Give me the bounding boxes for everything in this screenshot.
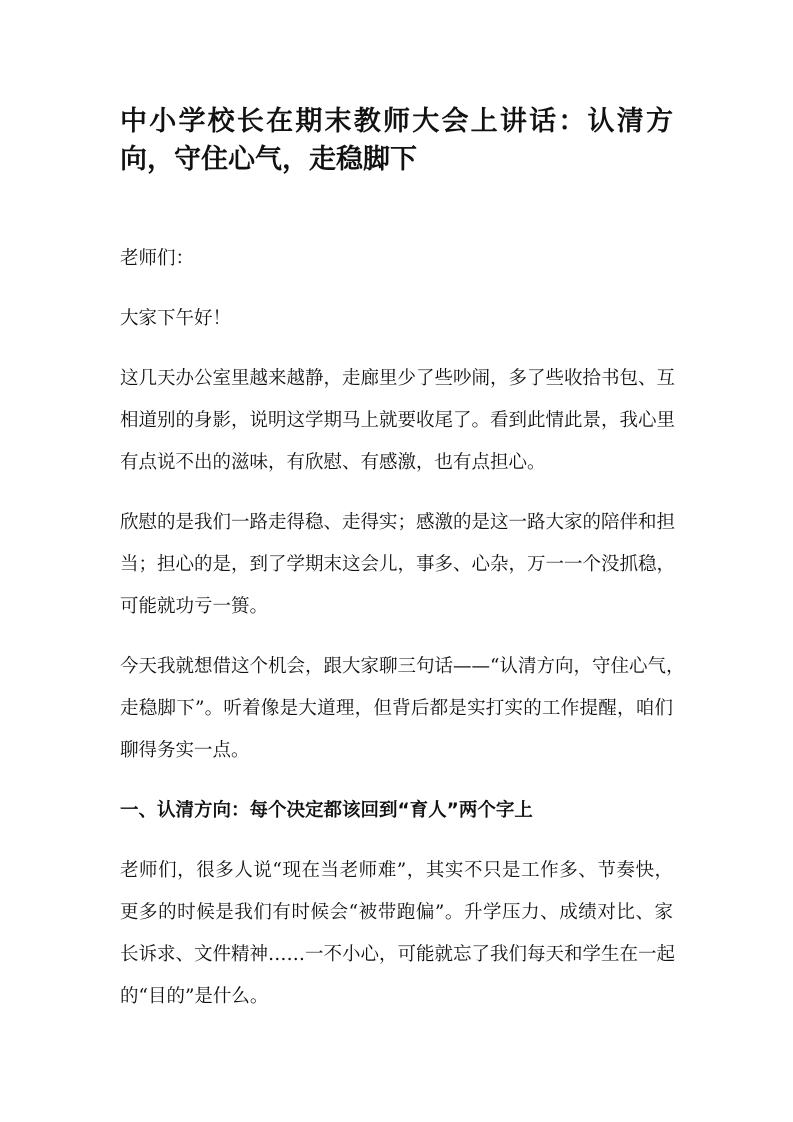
title-line: 向，守住心气，走稳脚下	[120, 144, 417, 175]
text-line: 相道别的身影，说明这学期马上就要收尾了。看到此情此景，我心里	[120, 410, 676, 431]
text-line: 聊得务实一点。	[120, 740, 250, 761]
text-line: 的“目的”是什么。	[120, 986, 269, 1007]
paragraph	[120, 850, 676, 1018]
text-line: 长诉求、文件精神……一不小心，可能就忘了我们每天和学生在一起	[120, 944, 676, 965]
paragraph	[120, 238, 673, 280]
document-body	[120, 238, 685, 1018]
document-page	[120, 103, 685, 1036]
text-line: 有点说不出的滋味，有欣慰、有感激，也有点担心。	[120, 452, 546, 473]
document-title	[120, 103, 673, 179]
paragraph	[120, 646, 685, 772]
text-line: 一、认清方向：每个决定都该回到“育人”两个字上	[120, 800, 533, 821]
title-line: 中小学校长在期末教师大会上讲话：认清方	[120, 106, 673, 137]
text-line: 更多的时候是我们有时候会“被带跑偏”。升学压力、成绩对比、家	[120, 902, 673, 923]
text-line: 老师们，很多人说“现在当老师难”，其实不只是工作多、节奏快，	[120, 860, 673, 881]
text-line: 欣慰的是我们一路走得稳、走得实；感激的是这一路大家的陪伴和担	[120, 512, 676, 533]
text-line: 当；担心的是，到了学期末这会儿，事多、心杂，万一一个没抓稳，	[120, 554, 676, 575]
text-line: 这几天办公室里越来越静，走廊里少了些吵闹，多了些收拾书包、互	[120, 368, 676, 389]
section-heading	[120, 790, 673, 832]
paragraph	[120, 502, 676, 628]
text-line: 走稳脚下”。听着像是大道理，但背后都是实打实的工作提醒，咱们	[120, 698, 673, 719]
paragraph	[120, 358, 676, 484]
text-line: 老师们：	[120, 248, 195, 269]
text-line: 大家下午好！	[120, 308, 232, 329]
text-line: 今天我就想借这个机会，跟大家聊三句话——“认清方向，守住心气，	[120, 656, 685, 677]
paragraph	[120, 298, 673, 340]
text-line: 可能就功亏一篑。	[120, 596, 269, 617]
